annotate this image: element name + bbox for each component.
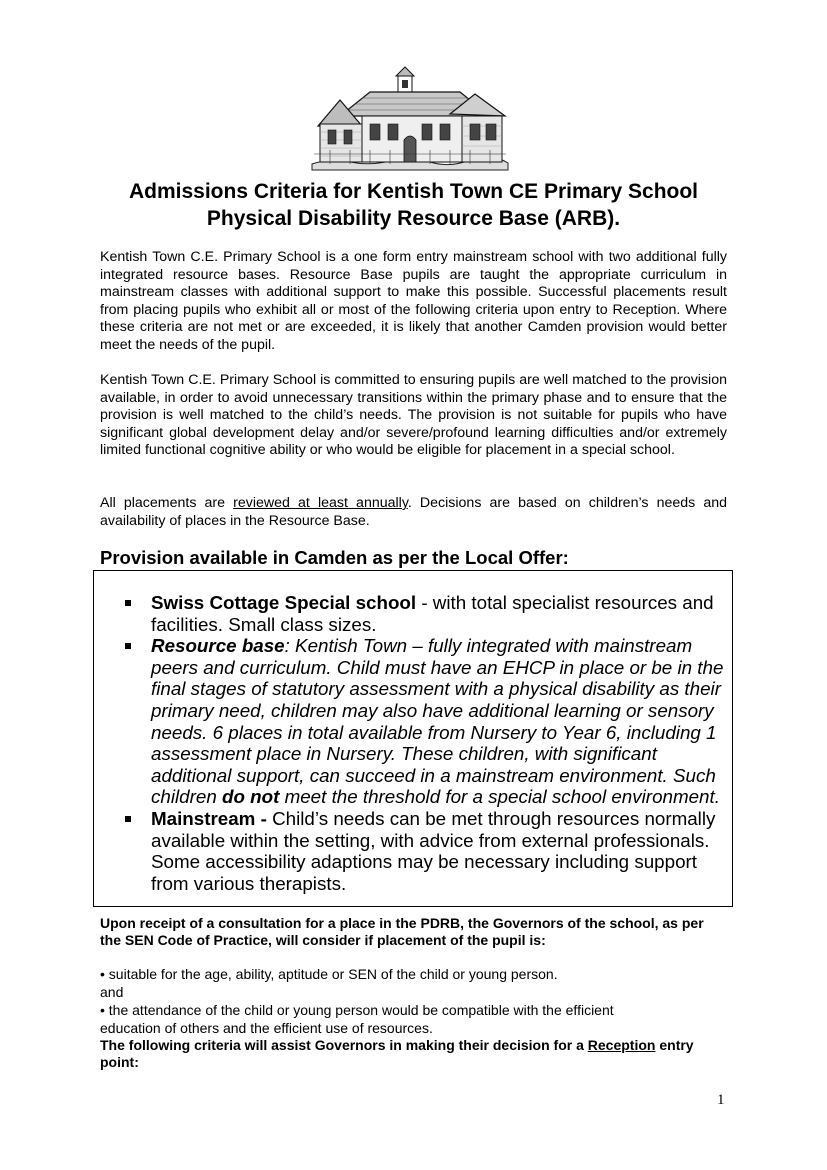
review-underlined: reviewed at least annually — [233, 495, 408, 511]
criteria-intro — [100, 1037, 727, 1071]
criteria-text-post: entry point: — [100, 1037, 694, 1070]
provision-heading: Provision available in Camden as per the Local Offer: — [100, 547, 569, 568]
provision-item-resource-base — [124, 635, 724, 808]
governors-item-2-line-2: education of others and the efficient use of resources. — [100, 1020, 433, 1036]
bullet-icon — [125, 643, 131, 649]
page-number: 1 — [717, 1092, 725, 1108]
governors-connector: and — [100, 984, 124, 1000]
provision-name: Mainstream - — [151, 807, 267, 829]
title-line-1: Admissions Criteria for Kentish Town CE Primary School — [128, 180, 699, 203]
provision-name: Swiss Cottage Special school — [151, 592, 417, 613]
criteria-underlined: Reception — [587, 1037, 656, 1053]
governors-item-2-line-1: • the attendance of the child or young person would be compatible with the efficient — [100, 1002, 614, 1018]
provision-emphasis: do not — [222, 786, 280, 808]
bullet-icon — [125, 816, 131, 822]
review-text-pre: All placements are — [100, 495, 234, 511]
governors-item-1: • suitable for the age, ability, aptitude or SEN of the child or young person. — [100, 966, 558, 982]
intro-paragraph: Kentish Town C.E. Primary School is a one form entry mainstream school with two additional fully integrated resource bases. Resource Base pupils are taught the appropriate curriculum in mainstream classes with additional support to make this possible. Successful placements result from placing pupils who exhibit all or most of the following criteria upon entry to Reception. Where these criteria are not met or are exceeded, it is likely that another Camden provision would better meet the needs of the pupil. — [100, 249, 727, 353]
provision-name: Resource base — [151, 635, 285, 657]
governors-heading: Upon receipt of a consultation for a place in the PDRB, the Governors of the school, as per the SEN Code of Practice, will consider if placement of the pupil is: — [100, 915, 704, 948]
governors-criteria-list — [100, 965, 727, 1037]
provision-text: Child’s needs can be met through resources normally available within the setting, with advice from external professionals. Some accessibility adaptions may be necessary including support from various therapists. — [151, 807, 716, 894]
school-building-logo — [310, 66, 510, 172]
provision-text: - with total specialist resources and facilities. Small class sizes. — [151, 592, 714, 635]
document-title — [0, 178, 827, 232]
provision-text: : Kentish Town – fully integrated with mainstream peers and curriculum. Child must have an EHCP in place or be in the final stages of statutory assessment with a physical disability as their primary need, children may also have additional learning or sensory needs. 6 places in total available from Nursery to Year 6, including 1 assessment place in Nursery. These children, with significant additional support, can succeed in a mainstream environment. Such children — [151, 635, 724, 808]
provision-item-swiss-cottage — [124, 592, 724, 635]
provision-text-end: meet the threshold for a special school environment. — [279, 786, 720, 808]
provision-item-mainstream — [124, 808, 724, 894]
provision-list — [124, 592, 724, 894]
suitability-paragraph: Kentish Town C.E. Primary School is committed to ensuring pupils are well matched to the provision available, in order to avoid unnecessary transitions within the primary phase and to ensure that the provision is well matched to the child’s needs. The provision is not suitable for pupils who have significant global development delay and/or severe/profound learning difficulties and/or extremely limited functional cognitive ability or who would be eligible for placement in a special school. — [100, 372, 727, 458]
review-text-post: . Decisions are based on children’s needs and availability of places in the Resource Base. — [100, 495, 727, 529]
bullet-icon — [125, 600, 131, 606]
title-line-2: Physical Disability Resource Base (ARB). — [206, 207, 621, 230]
review-paragraph — [100, 495, 727, 530]
criteria-text-pre: The following criteria will assist Governors in making their decision for a — [100, 1037, 588, 1053]
provision-box — [93, 570, 733, 907]
